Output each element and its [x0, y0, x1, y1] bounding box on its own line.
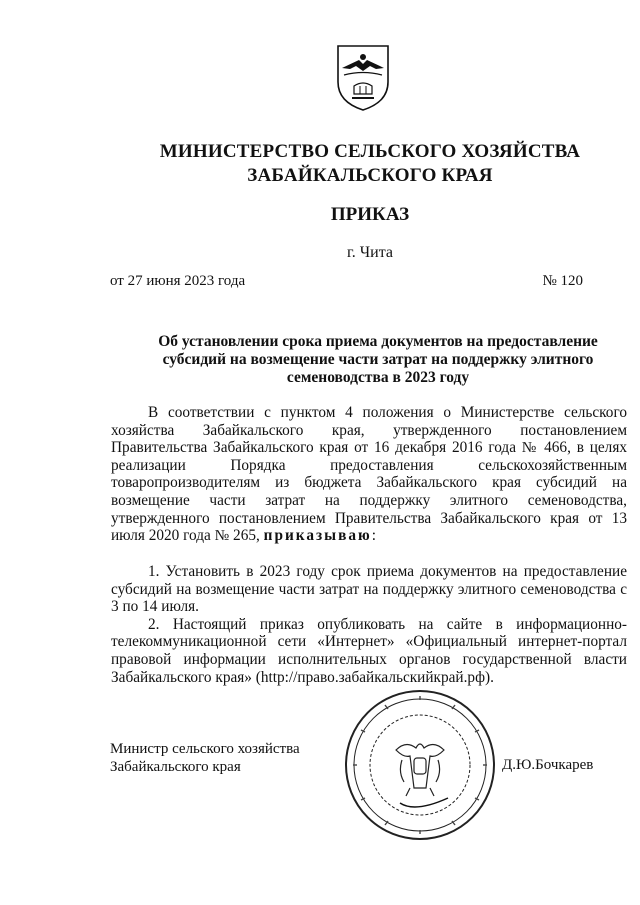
subject-line-3: семеноводства в 2023 году: [286, 369, 470, 386]
document-city: г. Чита: [346, 244, 393, 261]
decree-word: приказываю: [263, 527, 372, 545]
subject-line-2: субсидий на возмещение части затрат на поддержку элитного: [162, 351, 594, 368]
decree-colon: :: [371, 527, 376, 545]
ministry-line-2: ЗАБАЙКАЛЬСКОГО КРАЯ: [247, 165, 493, 186]
document-subject: [130, 333, 626, 387]
seal-icon: [340, 688, 500, 843]
coat-of-arms-icon: [332, 42, 394, 112]
signatory-position-line-1: Министр сельского хозяйства: [110, 741, 300, 757]
signatory-position: [110, 740, 300, 776]
document-type: ПРИКАЗ: [330, 204, 410, 225]
ministry-line-1: МИНИСТЕРСТВО СЕЛЬСКОГО ХОЗЯЙСТВА: [159, 141, 581, 162]
order-item-2: 2. Настоящий приказ опубликовать на сайте в информационно-телекоммуникационной сети «Интернет» «Официальный интернет-портал правовой информации исполнительных органов государственной власти Забайкальского края» (http://право.забайкальскийкрай.рф).: [111, 615, 627, 686]
preamble-text: В соответствии с пунктом 4 положения о Министерстве сельского хозяйства Забайкальского края, утвержденного постановлением Правительства Забайкальского края от 16 декабря 2016 года № 466, в целях реализации Порядка предоставления сельскохозяйственным товаропроизводителям из бюджета Забайкальского края субсидий на возмещение части затрат на поддержку элитного семеноводства, утвержденного постановлением Правительства Забайкальского края от 13 июля 2020 года № 265,: [111, 404, 627, 545]
signatory-name: Д.Ю.Бочкарев: [502, 757, 594, 773]
signatory-position-line-2: Забайкальского края: [110, 759, 241, 775]
ministry-name: [110, 140, 630, 188]
order-items: [111, 563, 627, 686]
order-item-1: 1. Установить в 2023 году срок приема документов на предоставление субсидий на возмещение части затрат на поддержку элитного семеноводства с 3 по 14 июля.: [111, 563, 627, 616]
subject-line-1: Об установлении срока приема документов на предоставление: [158, 333, 598, 350]
preamble-paragraph: [111, 404, 627, 545]
document-date: от 27 июня 2023 года: [110, 273, 246, 289]
date-number-row: [110, 273, 583, 290]
document-number: № 120: [542, 273, 583, 289]
